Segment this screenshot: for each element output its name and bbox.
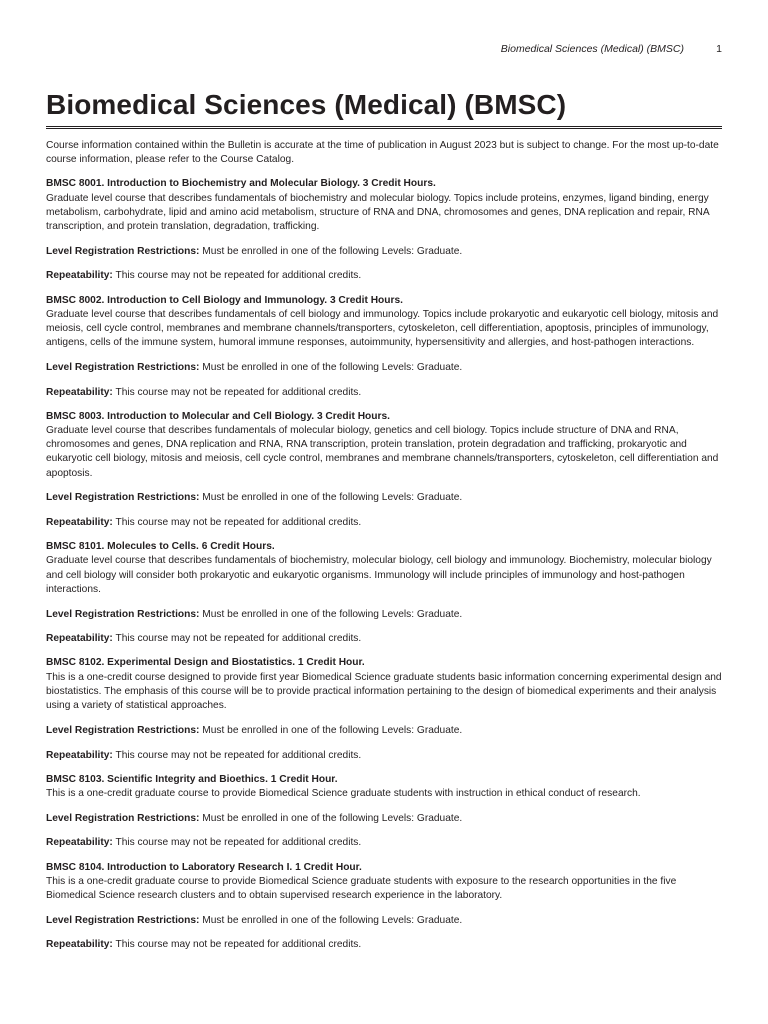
level-restriction-text: Must be enrolled in one of the following Levels: Graduate. (202, 724, 463, 736)
level-restriction-text: Must be enrolled in one of the following Levels: Graduate. (202, 361, 463, 373)
course-entry (46, 410, 722, 530)
title-divider (46, 126, 722, 129)
level-restriction-text: Must be enrolled in one of the following Levels: Graduate. (202, 914, 463, 926)
course-entry (46, 773, 722, 851)
repeatability-label: Repeatability: (46, 386, 113, 398)
level-restriction-label: Level Registration Restrictions: (46, 492, 200, 504)
course-description: Graduate level course that describes fundamentals of biochemistry and molecular biology. Topics include proteins, enzymes, ligand binding, energy metabolism, carbohydrate, lipid and amino acid metabolism, structure of RNA and DNA, chromosomes and genes, DNA replication and repair, RNA transcription, and protein translation, degradation, trafficking. (46, 192, 710, 233)
course-title: BMSC 8003. Introduction to Molecular and Cell Biology. 3 Credit Hours. (46, 410, 390, 422)
running-header (0, 43, 768, 59)
course-description: Graduate level course that describes fundamentals of biochemistry, molecular biology, cell biology and immunology. Biochemistry, molecular biology and cell biology will consider both prokaryotic and eukaryotic organisms. Immunology will include principles of immunology and host-pathogen interactions. (46, 555, 712, 595)
repeatability (46, 516, 722, 530)
course-entry (46, 294, 722, 400)
repeatability-text: This course may not be repeated for additional credits. (115, 270, 362, 282)
repeatability-label: Repeatability: (46, 270, 113, 282)
intro-paragraph: Course information contained within the Bulletin is accurate at the time of publication in August 2023 but is subject to change. For the most up-to-date course information, please refer to the Course Catalog. (46, 140, 719, 166)
repeatability-text: This course may not be repeated for additional credits. (115, 633, 362, 645)
repeatability-text: This course may not be repeated for additional credits. (115, 837, 362, 849)
level-restriction (46, 914, 722, 928)
repeatability (46, 836, 722, 850)
repeatability (46, 269, 722, 283)
course-description: Graduate level course that describes fundamentals of molecular biology, genetics and cell biology. Topics include structure of DNA and RNA, chromosomes and genes, DNA replication and RNA, RNA transcription, protein translation, protein degradation and trafficking, prokaryotic and eukaryotic cell biology, mitosis and meiosis, cell cycle control, membranes and membrane channels/transporters, cytoskeleton, cell differentiation and apoptosis. (46, 425, 719, 479)
course-description: This is a one-credit graduate course to provide Biomedical Science graduate students with instruction in ethical conduct of research. (46, 787, 641, 799)
repeatability (46, 938, 722, 952)
level-restriction-text: Must be enrolled in one of the following Levels: Graduate. (202, 608, 463, 620)
course-entry (46, 656, 722, 762)
level-restriction (46, 491, 722, 505)
course-title: BMSC 8101. Molecules to Cells. 6 Credit Hours. (46, 541, 275, 553)
level-restriction-text: Must be enrolled in one of the following Levels: Graduate. (202, 492, 463, 504)
repeatability-text: This course may not be repeated for additional credits. (115, 939, 362, 951)
repeatability-text: This course may not be repeated for additional credits. (115, 517, 362, 529)
course-title: BMSC 8104. Introduction to Laboratory Research I. 1 Credit Hour. (46, 861, 362, 873)
repeatability (46, 749, 722, 763)
repeatability-label: Repeatability: (46, 517, 113, 529)
level-restriction (46, 608, 722, 622)
level-restriction-label: Level Registration Restrictions: (46, 245, 200, 257)
course-title: BMSC 8002. Introduction to Cell Biology and Immunology. 3 Credit Hours. (46, 294, 403, 306)
course-description: Graduate level course that describes fundamentals of cell biology and immunology. Topics include prokaryotic and eukaryotic cell biology, mitosis and meiosis, cell cycle control, membranes and membrane channels/transporters, cytoskeleton, cell differentiation, apoptosis, principles of immunology, antigens, cells of the immune system, humoral immune responses, autoimmunity, hypersensitivity and allergies, and host-pathogen interactions. (46, 308, 719, 349)
course-title: BMSC 8102. Experimental Design and Biostatistics. 1 Credit Hour. (46, 657, 365, 669)
page-number: 1 (716, 43, 722, 55)
level-restriction-text: Must be enrolled in one of the following Levels: Graduate. (202, 245, 463, 257)
course-title: BMSC 8103. Scientific Integrity and Bioethics. 1 Credit Hour. (46, 773, 338, 785)
course-description: This is a one-credit course designed to provide first year Biomedical Science graduate students basic information concerning experimental design and biostatistics. The emphasis of this course will be to provide practical information pertaining to the design of biomedical experiments and their analysis using a variety of statistical approaches. (46, 671, 722, 712)
level-restriction-label: Level Registration Restrictions: (46, 812, 200, 824)
document-body (46, 88, 722, 953)
level-restriction (46, 724, 722, 738)
repeatability-label: Repeatability: (46, 939, 113, 951)
level-restriction-label: Level Registration Restrictions: (46, 914, 200, 926)
course-entry (46, 540, 722, 646)
level-restriction (46, 361, 722, 375)
level-restriction-text: Must be enrolled in one of the following Levels: Graduate. (202, 812, 463, 824)
repeatability-label: Repeatability: (46, 633, 113, 645)
repeatability-label: Repeatability: (46, 837, 113, 849)
level-restriction-label: Level Registration Restrictions: (46, 724, 200, 736)
course-entry (46, 177, 722, 283)
course-description: This is a one-credit graduate course to provide Biomedical Science graduate students with exposure to the research opportunities in the five Biomedical Science research clusters and to obtain supervised research experience in the laboratory. (46, 875, 677, 901)
repeatability-text: This course may not be repeated for additional credits. (115, 749, 362, 761)
repeatability-label: Repeatability: (46, 749, 113, 761)
level-restriction (46, 245, 722, 259)
page-title: Biomedical Sciences (Medical) (BMSC) (46, 89, 567, 120)
repeatability-text: This course may not be repeated for additional credits. (115, 386, 362, 398)
course-title: BMSC 8001. Introduction to Biochemistry and Molecular Biology. 3 Credit Hours. (46, 178, 436, 190)
level-restriction-label: Level Registration Restrictions: (46, 608, 200, 620)
running-header-title: Biomedical Sciences (Medical) (BMSC) (500, 43, 684, 55)
level-restriction (46, 812, 722, 826)
course-entry (46, 861, 722, 953)
level-restriction-label: Level Registration Restrictions: (46, 361, 200, 373)
repeatability (46, 386, 722, 400)
repeatability (46, 632, 722, 646)
